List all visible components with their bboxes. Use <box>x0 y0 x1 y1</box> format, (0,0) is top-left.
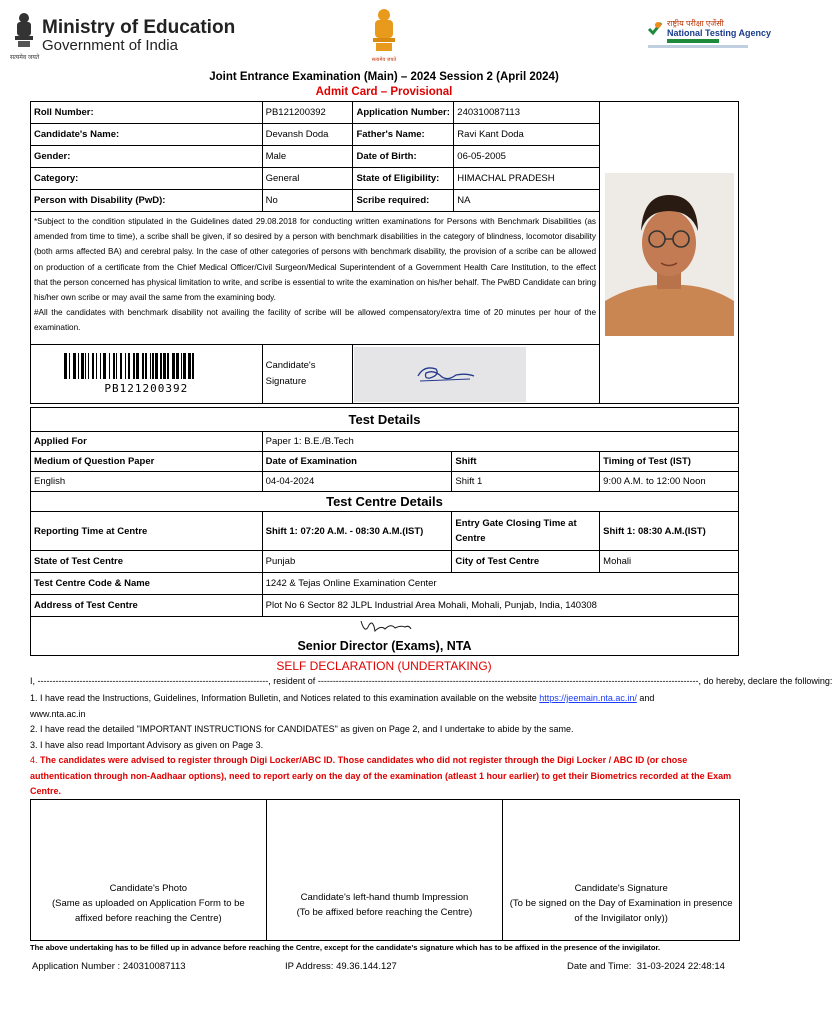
ministry-title: Ministry of Education <box>42 17 236 38</box>
exam-date-label: Date of Examination <box>262 452 452 472</box>
reporting-time-label: Reporting Time at Centre <box>31 512 263 551</box>
declaration-resident-line: -------------------------------------------------------------------------------------------------------------------------------, do hereby, declare the following: <box>317 676 832 686</box>
centre-address-label: Address of Test Centre <box>31 595 263 617</box>
sign-box-title: Candidate's Signature <box>574 883 668 894</box>
barcode-bar <box>125 353 126 379</box>
test-details-heading: Test Details <box>31 408 739 432</box>
candidate-name-label: Candidate's Name: <box>31 124 263 146</box>
barcode-bar <box>167 353 169 379</box>
medium-value: English <box>31 472 263 492</box>
declaration-item-1: 1. I have read the Instructions, Guidelines, Information Bulletin, and Notices related to this examination available on the website https://jeemain.nta.ac.in/ and www.nta.ac.in <box>30 693 655 719</box>
timing-value: 9:00 A.M. to 12:00 Noon <box>600 472 739 492</box>
ministry-subtitle: Government of India <box>42 37 178 54</box>
barcode-bar <box>88 353 89 379</box>
gender-label: Gender: <box>31 146 263 168</box>
test-details-table <box>30 407 739 656</box>
exam-title: Joint Entrance Examination (Main) – 2024 Session 2 (April 2024) <box>209 71 559 83</box>
barcode <box>62 353 230 395</box>
barcode-bar <box>100 353 101 379</box>
declaration-item-3: 3. I have also read Important Advisory as given on Page 3. <box>30 739 264 750</box>
exam-date-value: 04-04-2024 <box>262 472 452 492</box>
signature-cell <box>353 345 600 404</box>
centre-code-label: Test Centre Code & Name <box>31 573 263 595</box>
nta-green-bar <box>667 39 719 43</box>
barcode-bars <box>62 353 230 379</box>
applied-for-value: Paper 1: B.E./B.Tech <box>262 432 738 452</box>
pwd-note-scribe: *Subject to the condition stipulated in the Guidelines dated 29.08.2018 for conducting written examinations for Persons with Benchmark Disabilities (as amended from time to time), a scribe shall be given, if so desired by a person with benchmark disabilities in the category of blindness, locomotor disability (both arms affected BA) and cerebral palsy. In the case of other categories of persons with benchmark disability, the provision of a scribe can be allowed on production of a certificate from the Chief Medical Officer/Civil Surgeon/Medical Superintendent of a Government Health Care Institution, to the effect that the person concerned has physical limitation to write, and scribe is essential to write the examination on his/her behalf. The PwBD Candidate can bring his/her own scribe or may avail the same from the examining body. <box>34 217 597 303</box>
barcode-bar <box>188 353 191 379</box>
barcode-bar <box>145 353 147 379</box>
barcode-bar <box>181 353 182 379</box>
barcode-bar <box>128 353 130 379</box>
declaration-item-4: 4. The candidates were advised to register through Digi Locker/ABC ID. Those candidates who did not register through the Digi Locker / ABC ID (or chose authentication through non-Aadhaar options), need to report early on the day of the examination (atleast 1 hour earlier) to get their Biometrics recorded at the Exam Centre. <box>30 755 732 796</box>
barcode-bar <box>172 353 175 379</box>
gate-closing-value: Shift 1: 08:30 A.M.(IST) <box>600 512 739 551</box>
self-declaration-heading: SELF DECLARATION (UNDERTAKING) <box>276 659 492 673</box>
undertaking-boxes-table <box>30 799 740 941</box>
roll-number-label: Roll Number: <box>31 102 263 124</box>
pwd-note-extra-time: #All the candidates with benchmark disability not availing the facility of scribe will be allowed compensatory/extra time of 20 minutes per hour of the examination. <box>34 308 597 333</box>
barcode-bar <box>192 353 194 379</box>
barcode-bar <box>85 353 86 379</box>
thumb-box-title: Candidate's left-hand thumb Impression <box>300 892 469 903</box>
nta-tagline-bar <box>648 45 748 48</box>
emblem-motto: सत्यमेव जयते <box>10 55 40 61</box>
barcode-bar <box>116 353 117 379</box>
declaration-items <box>30 691 742 800</box>
shift-value: Shift 1 <box>452 472 600 492</box>
pwd-note <box>31 212 600 345</box>
thumb-box-note: (To be affixed before reaching the Centre) <box>296 907 473 918</box>
applied-for-label: Applied For <box>31 432 263 452</box>
reporting-time-value: Shift 1: 07:20 A.M. - 08:30 A.M.(IST) <box>262 512 452 551</box>
medium-label: Medium of Question Paper <box>31 452 263 472</box>
application-number-value: 240310087113 <box>454 102 600 124</box>
barcode-bar <box>113 353 115 379</box>
shift-label: Shift <box>452 452 600 472</box>
photo-box-title: Candidate's Photo <box>109 883 187 894</box>
barcode-bar <box>136 353 139 379</box>
father-name-label: Father's Name: <box>353 124 454 146</box>
director-title: Senior Director (Exams), NTA <box>297 639 472 653</box>
director-cell <box>31 617 739 656</box>
ashoka-emblem-icon <box>12 10 36 54</box>
barcode-bar <box>120 353 122 379</box>
centre-state-label: State of Test Centre <box>31 551 263 573</box>
barcode-bar <box>160 353 162 379</box>
barcode-bar <box>103 353 106 379</box>
pwd-label: Person with Disability (PwD): <box>31 190 263 212</box>
dob-label: Date of Birth: <box>353 146 454 168</box>
centre-code-value: 1242 & Tejas Online Examination Center <box>262 573 738 595</box>
footer-date-time: Date and Time: 31-03-2024 22:48:14 <box>567 961 725 972</box>
sign-box-note: (To be signed on the Day of Examination in presence of the Invigilator only)) <box>509 898 733 924</box>
candidate-photo-cell <box>600 102 739 404</box>
roll-number-value: PB121200392 <box>262 102 353 124</box>
barcode-bar <box>155 353 158 379</box>
centre-city-value: Mohali <box>600 551 739 573</box>
photo-box-note: (Same as uploaded on Application Form to be affixed before reaching the Centre) <box>51 898 245 924</box>
thumb-impression-box <box>266 800 503 941</box>
barcode-bar <box>78 353 79 379</box>
nta-hindi-name: राष्ट्रीय परीक्षा एजेंसी <box>667 19 724 28</box>
barcode-bar <box>133 353 135 379</box>
barcode-bar <box>183 353 186 379</box>
centre-address-value: Plot No 6 Sector 82 JLPL Industrial Area Mohali, Mohali, Punjab, India, 140308 <box>262 595 738 617</box>
dob-value: 06-05-2005 <box>454 146 600 168</box>
declaration-name-line: I, -----------------------------------------------------------------------------, resident of <box>30 676 316 686</box>
barcode-bar <box>150 353 151 379</box>
gate-closing-label: Entry Gate Closing Time at Centre <box>452 512 600 551</box>
declaration-item-2: 2. I have read the detailed "IMPORTANT INSTRUCTIONS for CANDIDATES" as given on Page 2, and I undertake to abide by the same. <box>30 724 574 734</box>
barcode-bar <box>152 353 154 379</box>
centre-city-label: City of Test Centre <box>452 551 600 573</box>
gender-value: Male <box>262 146 353 168</box>
barcode-bar <box>176 353 179 379</box>
state-eligibility-label: State of Eligibility: <box>353 168 454 190</box>
barcode-cell <box>31 345 263 404</box>
candidate-signature-box <box>503 800 740 941</box>
jeemain-website-link[interactable]: https://jeemain.nta.ac.in/ <box>539 693 637 703</box>
state-eligibility-value: HIMACHAL PRADESH <box>454 168 600 190</box>
test-centre-heading: Test Centre Details <box>31 492 739 512</box>
application-number-label: Application Number: <box>353 102 454 124</box>
timing-label: Timing of Test (IST) <box>600 452 739 472</box>
barcode-bar <box>73 353 76 379</box>
national-emblem-icon <box>369 6 399 64</box>
category-value: General <box>262 168 353 190</box>
barcode-bar <box>96 353 97 379</box>
candidate-photo <box>605 173 734 336</box>
footer-ip-address: IP Address: 49.36.144.127 <box>285 961 397 972</box>
candidate-signature-image <box>354 347 526 402</box>
father-name-value: Ravi Kant Doda <box>454 124 600 146</box>
centre-state-value: Punjab <box>262 551 452 573</box>
undertaking-footer-note: The above undertaking has to be filled up in advance before reaching the Centre, except for the candidate's signature which has to be affixed in the presence of the invigilator. <box>30 943 661 952</box>
signature-label: Candidate's Signature <box>262 345 353 404</box>
nta-name: National Testing Agency <box>667 28 772 38</box>
barcode-bar <box>81 353 84 379</box>
barcode-bar <box>142 353 144 379</box>
declaration-line <box>30 676 832 686</box>
candidate-name-value: Devansh Doda <box>262 124 353 146</box>
barcode-bar <box>109 353 110 379</box>
category-label: Category: <box>31 168 263 190</box>
candidate-photo-box <box>31 800 267 941</box>
pwd-value: No <box>262 190 353 212</box>
scribe-label: Scribe required: <box>353 190 454 212</box>
barcode-bar <box>163 353 166 379</box>
candidate-details-table <box>30 101 739 404</box>
admit-card-title: Admit Card – Provisional <box>315 86 453 98</box>
barcode-text: PB121200392 <box>104 382 189 395</box>
scribe-value: NA <box>454 190 600 212</box>
svg-text:सत्यमेव जयते: सत्यमेव जयते <box>371 57 397 63</box>
barcode-bar <box>92 353 94 379</box>
footer-application-number: Application Number : 240310087113 <box>32 961 186 972</box>
barcode-bar <box>69 353 70 379</box>
nta-logo-icon <box>647 20 663 36</box>
director-signature <box>355 617 415 639</box>
barcode-bar <box>64 353 67 379</box>
